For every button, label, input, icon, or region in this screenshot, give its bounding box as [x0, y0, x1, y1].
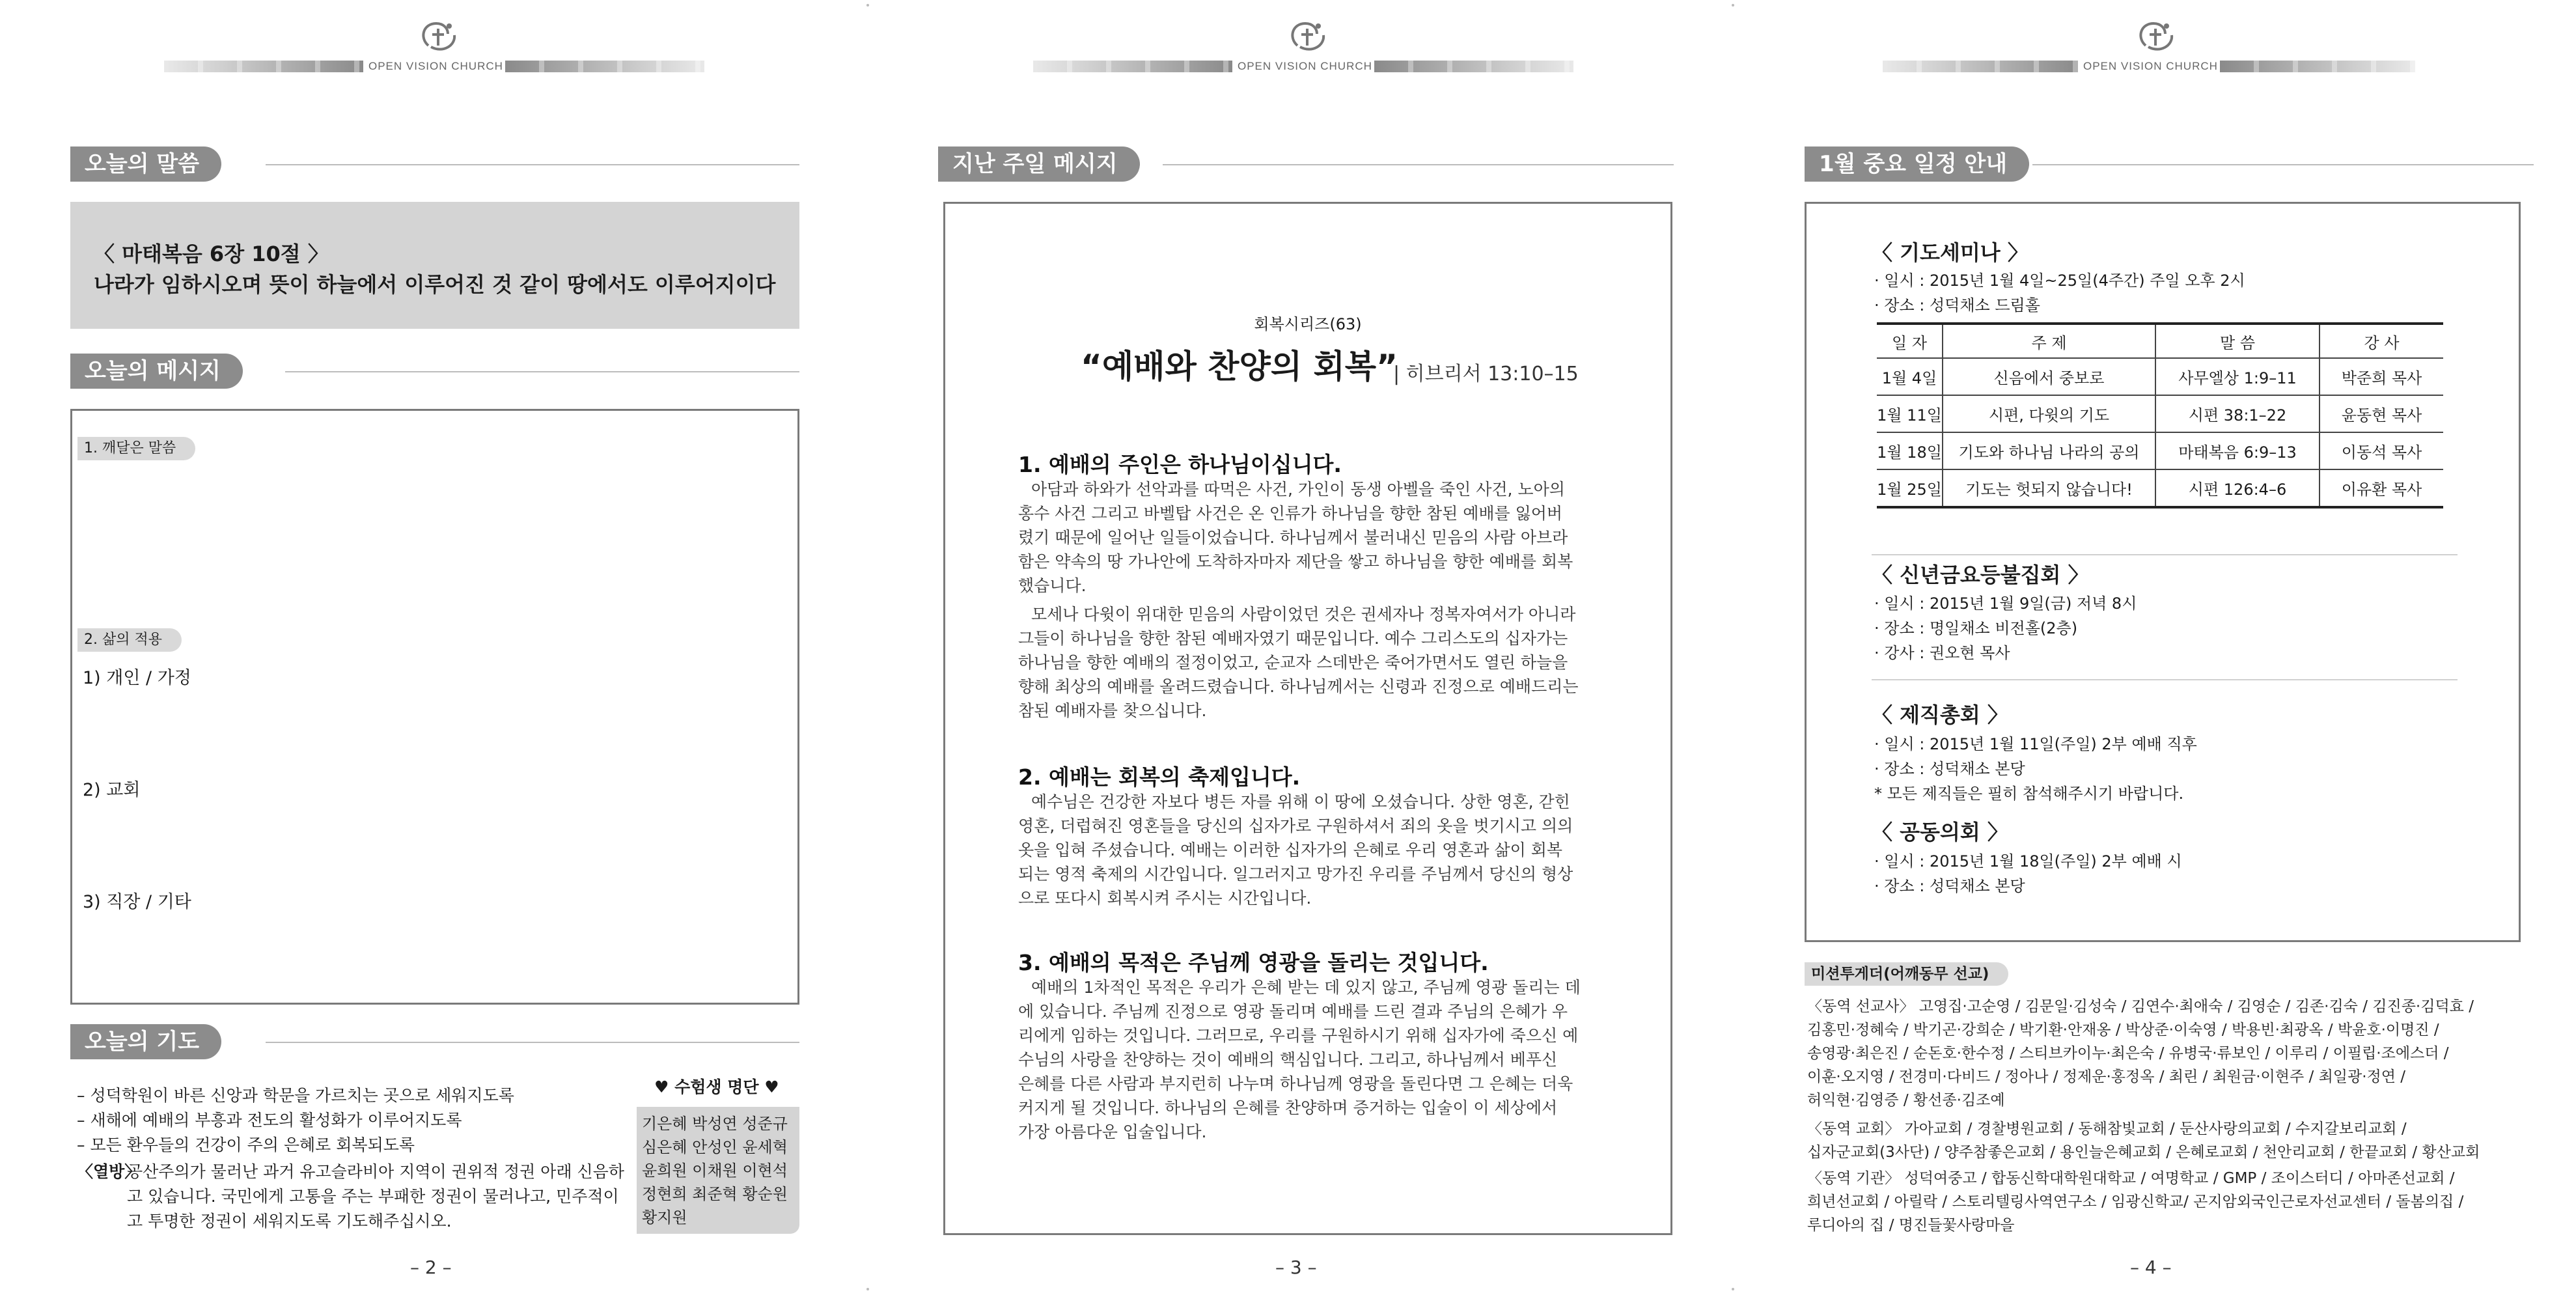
para-line: 영혼, 더럽혀진 영혼들을 당신의 십자가로 구원하셔서 죄의 옷을 벗기시고 의의 — [1018, 816, 1573, 835]
para-line: 옷을 입혀 주셨습니다. 예배는 이러한 십자가의 은혜로 우리 영혼과 삶이 회복 — [1018, 841, 1563, 859]
para-line: 가장 아름다운 입술입니다. — [1018, 1122, 1207, 1141]
partner-line: 송영광·최은진 / 순돈호·한수정 / 스티브카이누·최은숙 / 유병국·류보인 / 이루리 / 이필립·조에스더 / — [1807, 1045, 2449, 1062]
table-cell: 마태복음 6:9–13 — [2155, 432, 2320, 469]
section-title: 지난 주일 메시지 — [938, 146, 1140, 182]
header-church-name: OPEN VISION CHURCH — [2083, 60, 2218, 72]
section-rule — [2032, 164, 2534, 165]
header-bar-left — [1033, 61, 1232, 72]
friday-meeting-info: · 장소 : 명일채소 비전홀(2층) — [1874, 619, 2078, 637]
table-header-row — [1877, 324, 2443, 358]
page-2 — [0, 0, 859, 1295]
para-line: 리에게 임하는 것입니다. 그러므로, 우리를 구원하시기 위해 십자가에 죽으신 예 — [1018, 1026, 1579, 1045]
sermon-series: 회복시리즈(63) — [1254, 315, 1362, 333]
partner-organizations — [1807, 1167, 2463, 1237]
para-line: 모세나 다윗이 위대한 믿음의 사람이었던 것은 권세자나 정복자여서가 아니라 — [1031, 605, 1576, 624]
header-bar-left — [1883, 61, 2078, 72]
section-january-schedule — [1805, 146, 2534, 182]
partner-line: 〈동역 교회〉 가아교회 / 경찰병원교회 / 동해참빛교회 / 둔산사랑의교회 / 수지갈보리교회 / — [1807, 1121, 2407, 1137]
header-bar-right — [1374, 61, 1573, 72]
staff-meeting-title: 〈 제직총회 〉 — [1872, 703, 2008, 727]
partner-line: 십자군교회(3사단) / 양주참좋은교회 / 용인늘은혜교회 / 은혜로교회 / 천안리교회 / 한끝교회 / 황산교회 — [1807, 1144, 2480, 1161]
para-line: 했습니다. — [1018, 576, 1087, 595]
header-bar-right — [505, 61, 704, 72]
section-title: 1월 중요 일정 안내 — [1805, 146, 2029, 182]
point-paragraph — [1018, 477, 1604, 598]
church-logo-icon — [2134, 14, 2180, 60]
nations-prayer-line: 고 투명한 정권이 세워지도록 기도해주십시오. — [127, 1212, 452, 1231]
partner-missionaries — [1807, 995, 2474, 1112]
exam-students-row: 기은혜 박성연 성준규 — [642, 1115, 788, 1133]
point-paragraph — [1018, 790, 1604, 910]
mission-together-tag: 미션투게더(어깨동무 선교) — [1805, 962, 2008, 986]
exam-students-title: ♥ 수험생 명단 ♥ — [654, 1078, 779, 1096]
congregation-meeting-info: · 장소 : 성덕채소 본당 — [1874, 877, 2025, 895]
para-line: 예배의 1차적인 목적은 우리가 은혜 받는 데 있지 않고, 주님께 영광 돌리는 데 — [1031, 978, 1581, 997]
tag-life-application: 2. 삶의 적용 — [77, 628, 182, 652]
table-cell: 사무엘상 1:9–11 — [2155, 358, 2320, 395]
verse-reference: 〈 마태복음 6장 10절 〉 — [94, 242, 329, 266]
page-4 — [1726, 0, 2576, 1295]
para-line: 으로 또다시 회복시켜 주시는 시간입니다. — [1018, 889, 1312, 908]
sermon-title: “예배와 찬양의 회복” — [1081, 348, 1398, 385]
table-cell: 1월 11일 — [1877, 395, 1943, 432]
partner-line: 〈동역 선교사〉 고영집·고순영 / 김문일·김성숙 / 김연수·최애숙 / 김영순 / 김존·김숙 / 김진종·김덕효 / — [1807, 998, 2474, 1015]
congregation-meeting-info: · 일시 : 2015년 1월 18일(주일) 2부 예배 시 — [1874, 852, 2182, 870]
para-line: 아담과 하와가 선악과를 따먹은 사건, 가인이 동생 아벨을 죽인 사건, 노아의 — [1031, 480, 1565, 499]
tag-realized-word: 1. 깨달은 말씀 — [77, 437, 195, 460]
section-title: 오늘의 말씀 — [70, 146, 221, 182]
point-paragraph — [1018, 975, 1604, 1144]
para-line: 참된 예배자를 찾으십니다. — [1018, 701, 1207, 720]
section-todays-word — [70, 146, 799, 182]
seminar-info: · 장소 : 성덕채소 드림홀 — [1874, 296, 2040, 314]
section-rule — [285, 371, 799, 372]
point-paragraph — [1018, 602, 1604, 723]
page-number: – 4 – — [2130, 1257, 2172, 1278]
section-rule — [266, 1042, 799, 1043]
table-cell: 기도와 하나님 나라의 공의 — [1943, 432, 2155, 469]
crop-mark — [866, 4, 869, 7]
table-cell: 윤동현 목사 — [2320, 395, 2443, 432]
table-cell: 이유환 목사 — [2320, 469, 2443, 507]
prayer-item: – 성덕학원이 바른 신앙과 학문을 가르치는 곳으로 세워지도록 — [77, 1086, 514, 1105]
divider — [1872, 554, 2458, 555]
friday-meeting-info: · 강사 : 권오현 목사 — [1874, 644, 2010, 662]
column-header: 강 사 — [2320, 324, 2443, 358]
header-bar-right — [2220, 61, 2415, 72]
page-3 — [859, 0, 1726, 1295]
para-line: 은혜를 다른 사람과 부지런히 나누며 하나님께 영광을 돌린다면 그 은혜는 더욱 — [1018, 1074, 1573, 1093]
staff-meeting-info: * 모든 제직들은 필히 참석해주시기 바랍니다. — [1874, 785, 2184, 803]
seminar-title: 〈 기도세미나 〉 — [1872, 240, 2029, 265]
nations-prayer-line: 공산주의가 물러난 과거 유고슬라비아 지역이 권위적 정권 아래 신음하 — [127, 1162, 624, 1181]
crop-mark — [1732, 4, 1734, 7]
verse-box — [70, 202, 799, 329]
header-church-name: OPEN VISION CHURCH — [1238, 60, 1372, 72]
staff-meeting-info: · 일시 : 2015년 1월 11일(주일) 2부 예배 직후 — [1874, 735, 2197, 753]
crop-mark — [1732, 1288, 1734, 1290]
section-last-sunday-message — [938, 146, 1674, 182]
para-line: 향해 최상의 예배를 올려드렸습니다. 하나님께서는 신령과 진정으로 예배드리는 — [1018, 677, 1579, 696]
partner-line: 김홍민·정혜숙 / 박기곤·강희순 / 박기환·안재옹 / 박상준·이숙영 / 박용빈·최광옥 / 박윤호·이명진 / — [1807, 1022, 2439, 1038]
church-logo-icon — [417, 14, 462, 60]
seminar-schedule-table — [1877, 322, 2443, 508]
apply-item-church: 2) 교회 — [83, 780, 141, 800]
prayer-item: – 새해에 예배의 부흥과 전도의 활성화가 이루어지도록 — [77, 1111, 462, 1130]
seminar-info: · 일시 : 2015년 1월 4일~25일(4주간) 주일 오후 2시 — [1874, 272, 2245, 290]
para-line: 렸기 때문에 일어난 일들이었습니다. 하나님께서 불러내신 믿음의 사람 아브라 — [1018, 528, 1568, 547]
nations-prayer-line: 고 있습니다. 국민에게 고통을 주는 부패한 정권이 물러나고, 민주적이 — [127, 1187, 619, 1206]
para-line: 수님의 사랑을 찬양하는 것이 예배의 핵심입니다. 그리고, 하나님께서 베푸신 — [1018, 1050, 1558, 1069]
exam-students-row: 심은혜 안성인 윤세혁 — [642, 1138, 788, 1156]
section-rule — [1163, 164, 1674, 165]
table-cell: 시편, 다윗의 기도 — [1943, 395, 2155, 432]
para-line: 함은 약속의 땅 가나안에 도착하자마자 제단을 쌓고 하나님을 향한 예배를 회복 — [1018, 552, 1573, 571]
para-line: 하나님을 향한 예배의 절정이었고, 순교자 스데반은 죽어가면서도 열린 하늘을 — [1018, 653, 1568, 672]
section-title: 오늘의 메시지 — [70, 354, 243, 389]
section-title: 오늘의 기도 — [70, 1024, 221, 1059]
page-number: – 3 – — [1275, 1257, 1317, 1278]
page-number: – 2 – — [410, 1257, 452, 1278]
section-rule — [266, 164, 799, 165]
friday-meeting-info: · 일시 : 2015년 1월 9일(금) 저녁 8시 — [1874, 594, 2137, 613]
nations-label: 〈열방〉 — [77, 1162, 141, 1181]
partner-line: 희년선교회 / 아릴락 / 스토리텔링사역연구소 / 임광신학교/ 곤지암외국인근로자선교센터 / 돌봄의집 / — [1807, 1193, 2464, 1210]
table-cell: 박준희 목사 — [2320, 358, 2443, 395]
table-cell: 1월 4일 — [1877, 358, 1943, 395]
exam-students-row: 정현희 최준혁 황순원 — [642, 1185, 788, 1203]
section-todays-prayer — [70, 1024, 799, 1059]
prayer-item: – 모든 환우들의 건강이 주의 은혜로 회복되도록 — [77, 1135, 415, 1154]
header-bar-left — [164, 61, 363, 72]
table-row — [1877, 395, 2443, 432]
partner-line: 루디아의 집 / 명진들꽃사랑마을 — [1807, 1217, 2015, 1234]
verse-text: 나라가 임하시오며 뜻이 하늘에서 이루어진 것 같이 땅에서도 이루어지이다 — [94, 272, 776, 297]
congregation-meeting-title: 〈 공동의회 〉 — [1872, 820, 2008, 844]
exam-students-box — [637, 1107, 799, 1234]
column-header: 말 씀 — [2155, 324, 2320, 358]
partner-line: 〈동역 기관〉 성덕여중고 / 합동신학대학원대학교 / 여명학교 / GMP / 조이스터디 / 아마존선교회 / — [1807, 1170, 2455, 1187]
point-heading: 2. 예배는 회복의 축제입니다. — [1018, 764, 1301, 790]
table-cell: 신음에서 중보로 — [1943, 358, 2155, 395]
partner-churches — [1807, 1117, 2480, 1164]
church-logo-icon — [1286, 14, 1331, 60]
table-cell: 1월 18일 — [1877, 432, 1943, 469]
table-row — [1877, 432, 2443, 469]
table-cell: 시편 126:4–6 — [2155, 469, 2320, 507]
staff-meeting-info: · 장소 : 성덕채소 본당 — [1874, 760, 2025, 778]
partner-line: 이훈·오지영 / 전경미·다비드 / 정아나 / 정제운·홍정옥 / 최린 / 최원금·이현주 / 최일광·정연 / — [1807, 1068, 2406, 1085]
header-church-name: OPEN VISION CHURCH — [368, 60, 503, 72]
apply-item-work: 3) 직장 / 기타 — [83, 892, 191, 912]
point-heading: 3. 예배의 목적은 주님께 영광을 돌리는 것입니다. — [1018, 950, 1489, 975]
para-line: 그들이 하나님을 향한 참된 예배자였기 때문입니다. 예수 그리스도의 십자가는 — [1018, 629, 1568, 648]
apply-item-personal: 1) 개인 / 가정 — [83, 668, 191, 688]
table-cell: 시편 38:1–22 — [2155, 395, 2320, 432]
friday-meeting-title: 〈 신년금요등불집회 〉 — [1872, 563, 2089, 587]
table-row — [1877, 469, 2443, 507]
message-notes-box — [70, 409, 799, 1005]
exam-students-row: 윤희원 이채원 이현석 — [642, 1162, 788, 1180]
para-line: 에 있습니다. 주님께 진정으로 영광 돌리며 예배를 드린 결과 주님의 은혜가 우 — [1018, 1002, 1568, 1021]
column-header: 주 제 — [1943, 324, 2155, 358]
section-todays-message — [70, 354, 799, 389]
para-line: 홍수 사건 그리고 바벨탑 사건은 온 인류가 하나님을 향한 참된 예배를 잃어버 — [1018, 504, 1563, 523]
para-line: 예수님은 건강한 자보다 병든 자를 위해 이 땅에 오셨습니다. 상한 영혼, 갇힌 — [1031, 792, 1570, 811]
divider — [1872, 679, 2458, 680]
partner-line: 허익현·김영증 / 황선종·김조예 — [1807, 1092, 2005, 1109]
table-cell: 기도는 헛되지 않습니다! — [1943, 469, 2155, 507]
table-cell: 1월 25일 — [1877, 469, 1943, 507]
sermon-scripture: | 히브리서 13:10–15 — [1393, 363, 1579, 385]
column-header: 일 자 — [1877, 324, 1943, 358]
table-row — [1877, 358, 2443, 395]
table-cell: 이동석 목사 — [2320, 432, 2443, 469]
para-line: 커지게 될 것입니다. 하나님의 은혜를 찬양하며 증거하는 입술이 이 세상에서 — [1018, 1098, 1558, 1117]
point-heading: 1. 예배의 주인은 하나님이십니다. — [1018, 452, 1342, 477]
para-line: 되는 영적 축제의 시간입니다. 일그러지고 망가진 우리를 주님께서 당신의 형상 — [1018, 865, 1573, 884]
exam-students-row: 황지원 — [642, 1208, 687, 1227]
crop-mark — [866, 1288, 869, 1290]
sermon-box — [943, 202, 1672, 1235]
schedule-box — [1805, 202, 2521, 942]
